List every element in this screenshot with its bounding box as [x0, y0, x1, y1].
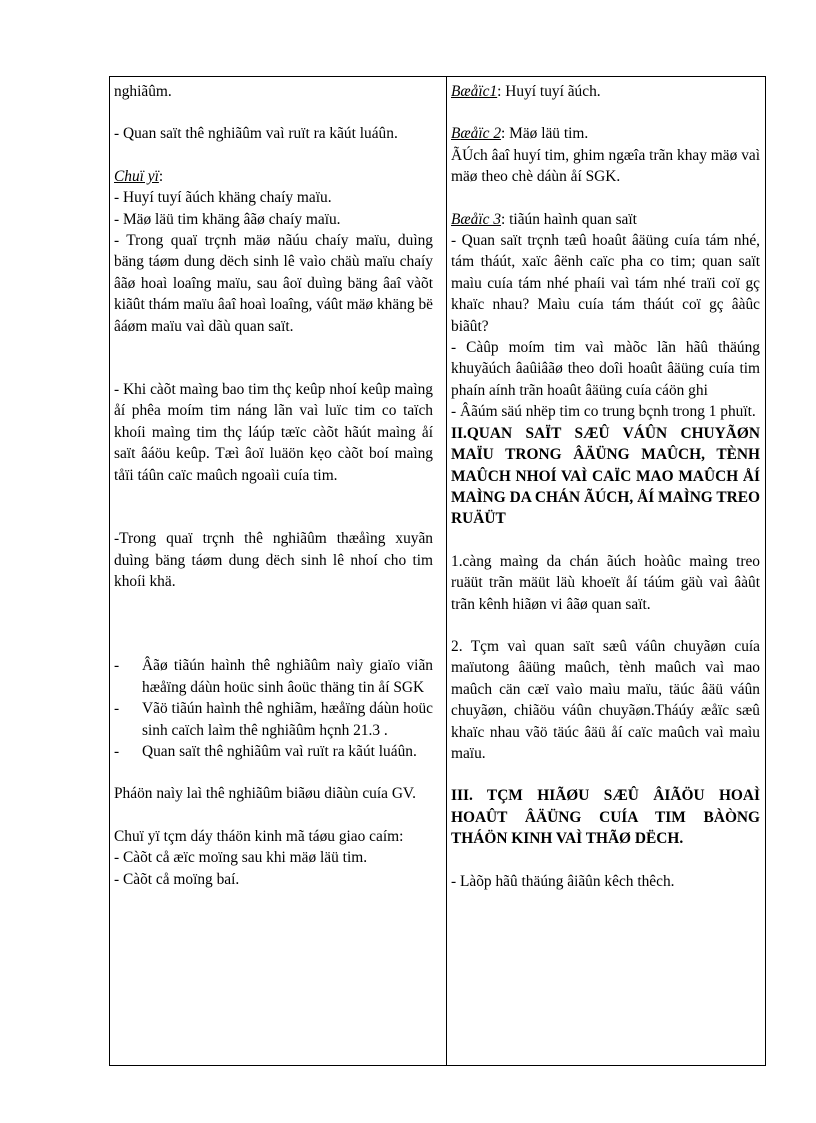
section-heading-2: II.QUAN SAÏT SÆÛ VÁÛN CHUYÃØN MAÏU TRONG ÂÄÜNG MAÛCH, TÈNH MAÛCH NHOÍ VAÌ CAÏC MAO MAÛCH ÅÍ MAÌNG DA CHÁN ÃÚCH, ÅÍ MAÌNG TREO RUÄÜT — [451, 424, 760, 528]
note-item-2: - Mäø läü tim khäng âãø chaíy maïu. — [114, 210, 341, 228]
left-column — [114, 81, 433, 890]
step-3 — [451, 209, 760, 230]
bullet-item-2 — [114, 698, 433, 741]
note-item-3: - Trong quaï trçnh mäø nãúu chaíy maïu, duìng bäng táøm dung dëch sinh lê vaìo chäù maïu chaíy âãø hoaì loaîng maïu, sau âoï duìng bäng âaî vàõt kiãût thám maïu âaî hoaì loaîng, váût mäø khäng bë âáøm maïu vaì dãù quan saït. — [114, 232, 433, 335]
bullet-text: Quan saït thê nghiãûm vaì ruït ra kãút luáûn. — [142, 742, 417, 760]
note-item-1: - Huyí tuyí ãúch khäng chaíy maïu. — [114, 189, 332, 207]
bullet-item-1 — [114, 655, 433, 698]
note-heading — [114, 166, 433, 187]
step-3-label: Bæåïc 3 — [451, 210, 502, 228]
bullet-item-3 — [114, 741, 433, 762]
step-2-label: Bæåïc 2 — [451, 125, 502, 143]
step-2-text: : Mäø läü tim. — [501, 125, 589, 143]
note-colon: : — [158, 167, 164, 185]
right-paragraph-2: - Càûp moím tim vaì màõc lãn hãû thäúng khuyãúch âaûiâãø theo doîi hoaût âäüng cuía tim phaín aính trãn hoaût âäüng cuía cáön ghi — [451, 339, 760, 399]
left-paragraph-4: - Khi càõt maìng bao tim thç keûp nhoí keûp maìng åí phêa moím tim náng lãn vaì luïc tim co taïch khoíi maìng tim thç láúp tæïc càõt hãút maìng åí saït âáöu keûp. Tæì âoï luäön kẹo càõt boí maìng tåïi táûn caïc maûch ngoaìi cuía tim. — [114, 381, 433, 484]
left-paragraph-6: Pháön naìy laì thê nghiãûm biãøu diãùn cuía GV. — [114, 785, 416, 803]
right-paragraph-1: - Quan saït trçnh tæû hoaût âäüng cuía tám nhé, tám tháút, xaïc âënh caïc pha co tim; quan saït maìu cuía tám nhé phaíi vaì tám nhé traïi coï gç khaïc nhau? Maìu cuía tám tháút coï gç âàûc biãût? — [451, 232, 760, 335]
column-divider — [446, 77, 447, 1065]
bullet-text: Vãö tiãún haình thê nghiãm, hæåïng dáùn hoüc sinh caïch laìm thê nghiãûm hçnh 21.3 . — [142, 700, 433, 739]
right-paragraph-5: 2. Tçm vaì quan saït sæû váûn chuyãøn cuía maïutong âäüng maûch, tènh maûch vaì mao maûch cän cæï vaìo maìu maïu, täúc âäü váûn chuyãøn, chiãöu váûn chuyãøn.Tháúy æåïc sæû khaïc nhau vãö täúc âäü åí caïc maûch vaì maìu maïu. — [451, 637, 760, 762]
step-2-body: ÃÚch âaî huyí tim, ghim ngæîa trãn khay mäø vaì mäø theo chè dáùn åí SGK. — [451, 146, 760, 186]
content-table — [109, 76, 766, 1066]
step-1-label: Bæåïc1 — [451, 83, 498, 100]
section-heading-3: III. TÇM HIÃØU SÆÛ ÂIÃÖU HOAÌ HOAÛT ÂÄÜNG CUÍA TIM BÀÒNG THÁÖN KINH VAÌ THÃØ DËCH. — [451, 787, 760, 848]
step-3-text: : tiãún haình quan saït — [501, 210, 637, 228]
left-paragraph-7: Chuï yï tçm dáy tháön kinh mã táøu giao caím: — [114, 827, 404, 845]
step-2 — [451, 123, 760, 144]
left-paragraph-1: nghiãûm. — [114, 83, 172, 100]
step-1-text: : Huyí tuyí ãúch. — [497, 83, 601, 100]
left-paragraph-5: -Trong quaï trçnh thê nghiãûm thæåìng xuyãn duìng bäng táøm dung dëch sinh lê nhoí cho tim khoíi khä. — [114, 530, 433, 590]
left-paragraph-2: - Quan saït thê nghiãûm vaì ruït ra kãút luáûn. — [114, 125, 398, 143]
left-paragraph-8: - Càõt cå æïc moïng sau khi mäø läü tim. — [114, 849, 368, 867]
bullet-text: Âãø tiãún haình thê nghiãûm naìy giaïo viãn hæåïng dáùn hoüc sinh âoüc thäng tin åí SGK — [142, 657, 433, 696]
right-paragraph-3: - Âãúm säú nhëp tim co trung bçnh trong 1 phuït. — [451, 403, 756, 421]
left-paragraph-9: - Càõt cå moïng baí. — [114, 870, 240, 888]
bullet-dash: - — [114, 657, 120, 675]
note-title: Chuï yï — [114, 167, 159, 185]
right-column — [451, 81, 760, 892]
right-paragraph-6: - Làõp hãû thäúng âiãûn kêch thêch. — [451, 872, 675, 890]
bullet-dash: - — [114, 742, 120, 760]
step-1 — [451, 81, 760, 102]
bullet-dash: - — [114, 700, 120, 718]
right-paragraph-4: 1.càng maìng da chán ãúch hoàûc maìng treo ruäüt trãn mäüt läù khoeït åí táúm gäù vaì âàût trãn kênh hiãøn vi âãø quan saït. — [451, 552, 760, 613]
